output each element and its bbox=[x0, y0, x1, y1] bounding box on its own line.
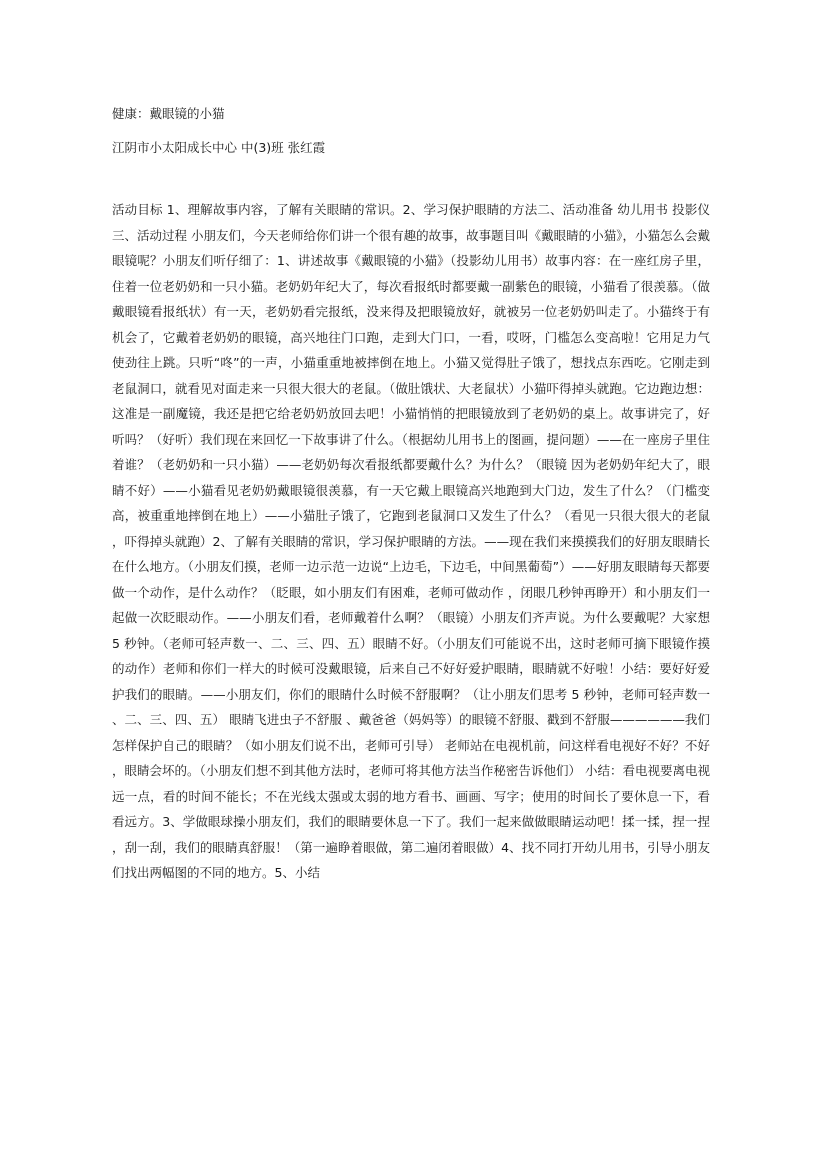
document-title: 健康：戴眼镜的小猫 bbox=[112, 106, 225, 121]
document-page bbox=[112, 104, 710, 886]
document-body: 活动目标 1、理解故事内容，了解有关眼睛的常识。2、学习保护眼睛的方法二、活动准备 幼儿用书 投影仪三、活动过程 小朋友们，今天老师给你们讲一个很有趣的故事，故事题目叫《戴眼睛的小猫》，小猫怎么会戴眼镜呢？小朋友们听仔细了：1、讲述故事《戴眼镜的小猫》（投影幼儿用书）故事内容：在一座红房子里，住着一位老奶奶和一只小猫。老奶奶年纪大了，每次看报纸时都要戴一副紫色的眼镜，小猫看了很羡慕。（做戴眼镜看报纸状）有一天，老奶奶看完报纸，没来得及把眼镜放好，就被另一位老奶奶叫走了。小猫终于有机会了，它戴着老奶奶的眼镜，高兴地往门口跑，走到大门口，一看，哎呀，门槛怎么变高啦！它用足力气使劲往上跳。只听“咚”的一声，小猫重重地被摔倒在地上。小猫又觉得肚子饿了，想找点东西吃。它刚走到老鼠洞口，就看见对面走来一只很大很大的老鼠。（做肚饿状、大老鼠状）小猫吓得掉头就跑。它边跑边想：这准是一副魔镜，我还是把它给老奶奶放回去吧！小猫悄悄的把眼镜放到了老奶奶的桌上。故事讲完了，好听吗？（好听）我们现在来回忆一下故事讲了什么。（根据幼儿用书上的图画，提问题）——在一座房子里住着谁？（老奶奶和一只小猫）——老奶奶每次看报纸都要戴什么？为什么？（眼镜 因为老奶奶年纪大了，眼睛不好）——小猫看见老奶奶戴眼镜很羡慕，有一天它戴上眼镜高兴地跑到大门边，发生了什么？（门槛变高，被重重地摔倒在地上）——小猫肚子饿了，它跑到老鼠洞口又发生了什么？（看见一只很大很大的老鼠，吓得掉头就跑）2、了解有关眼睛的常识，学习保护眼睛的方法。——现在我们来摸摸我们的好朋友眼睛长在什么地方。（小朋友们摸，老师一边示范一边说“上边毛，下边毛，中间黑葡萄”）——好朋友眼睛每天都要做一个动作，是什么动作？（眨眼，如小朋友们有困难，老师可做动作 ，闭眼几秒钟再睁开）和小朋友们一起做一次眨眼动作。——小朋友们看，老师戴着什么啊？（眼镜）小朋友们齐声说。为什么要戴呢？大家想 5 秒钟。（老师可轻声数一、二、三、四、五）眼睛不好。（小朋友们可能说不出，这时老师可摘下眼镜作摸的动作）老师和你们一样大的时候可没戴眼镜，后来自己不好好爱护眼睛，眼睛就不好啦！小结：要好好爱护我们的眼睛。——小朋友们，你们的眼睛什么时候不舒服啊？（让小朋友们思考 5 秒钟，老师可轻声数一、二、三、四、五） 眼睛飞进虫子不舒服 、戴爸爸（妈妈等）的眼镜不舒服、戳到不舒服——————我们怎样保护自己的眼睛？（如小朋友们说不出，老师可引导） 老师站在电视机前，问这样看电视好不好？不好，眼睛会坏的。（小朋友们想不到其他方法时，老师可将其他方法当作秘密告诉他们） 小结：看电视要离电视远一点，看的时间不能长；不在光线太强或太弱的地方看书、画画、写字；使用的时间长了要休息一下，看看远方。3、学做眼球操小朋友们，我们的眼睛要休息一下了。我们一起来做做眼睛运动吧！揉一揉，捏一捏，刮一刮，我们的眼睛真舒服！（第一遍睁着眼做，第二遍闭着眼做）4、找不同打开幼儿用书，引导小朋友们找出两幅图的不同的地方。5、小结 bbox=[112, 202, 710, 880]
author-line: 江阴市小太阳成长中心 中(3)班 张红霞 bbox=[112, 140, 326, 155]
